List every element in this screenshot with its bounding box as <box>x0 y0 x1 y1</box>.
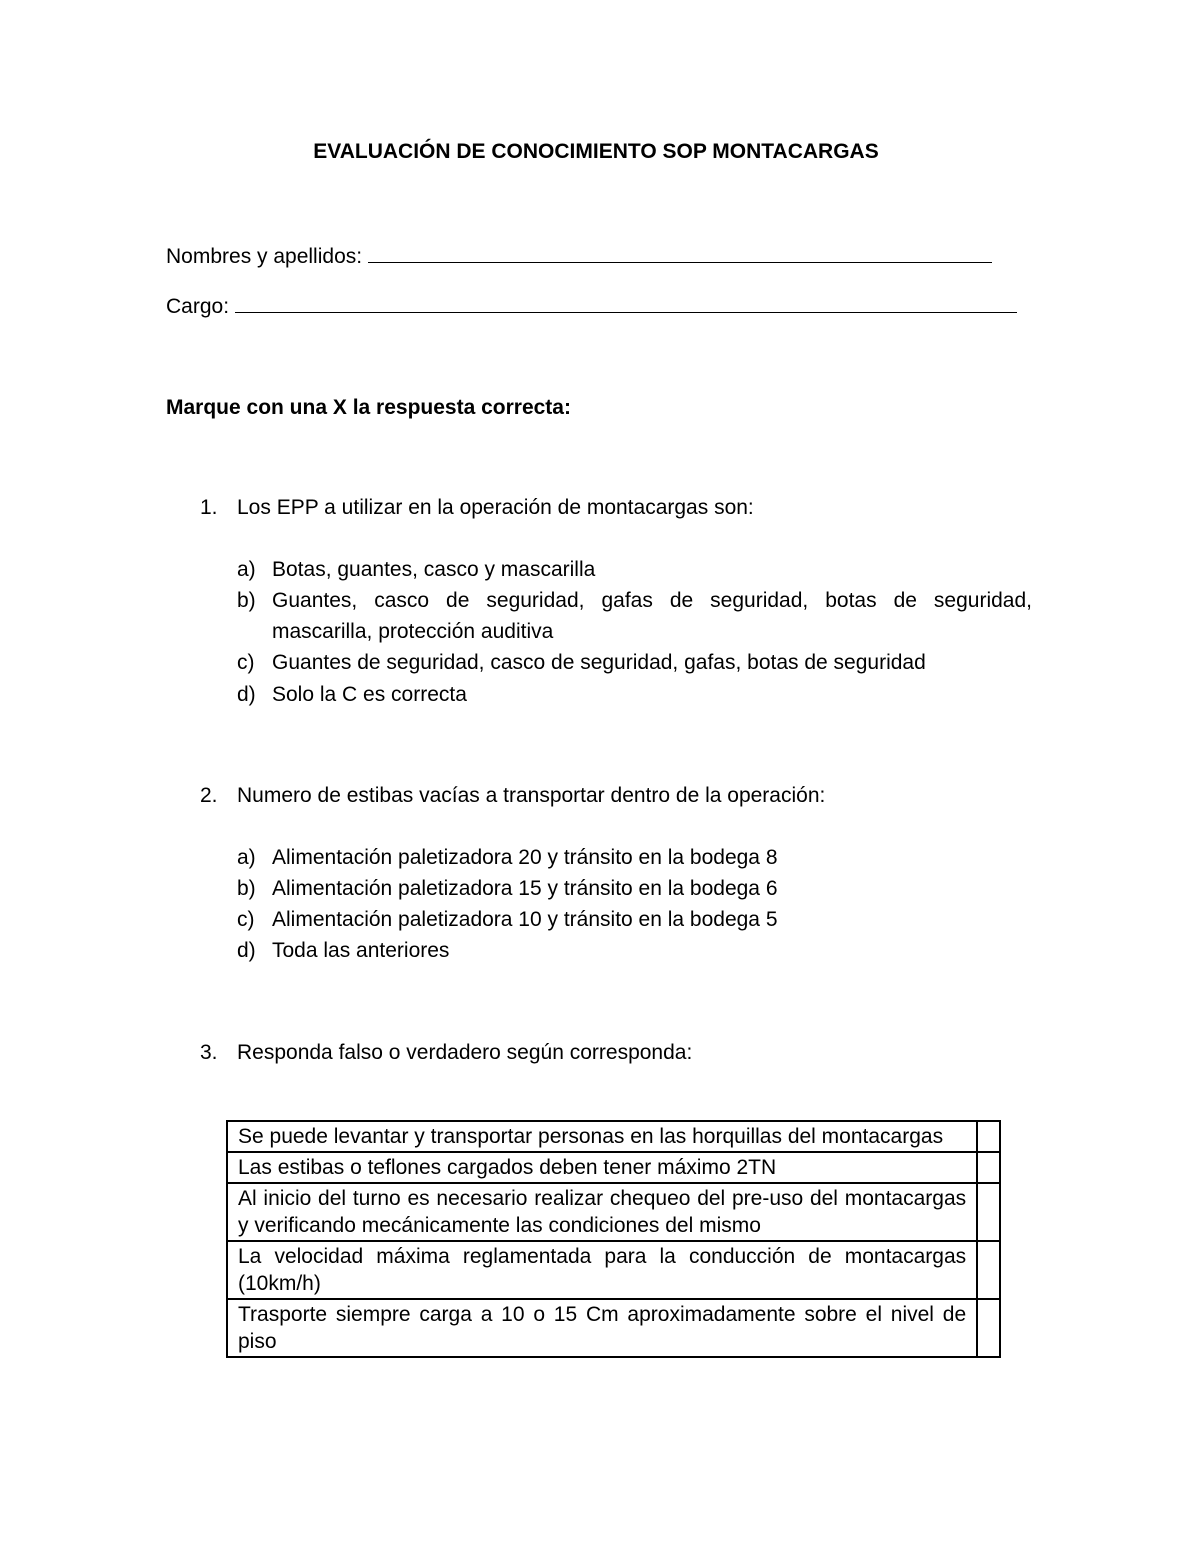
answer-cell[interactable] <box>977 1152 1000 1183</box>
question-1 <box>200 496 754 520</box>
table-row <box>227 1121 1000 1152</box>
table-row <box>227 1183 1000 1241</box>
role-label: Cargo: <box>166 295 230 318</box>
option-letter: a) <box>237 558 256 581</box>
role-field <box>166 293 1017 319</box>
answer-cell[interactable] <box>977 1121 1000 1152</box>
option-text: Toda las anteriores <box>272 939 450 962</box>
question-text: Los EPP a utilizar en la operación de montacargas son: <box>237 496 754 519</box>
answer-cell[interactable] <box>977 1241 1000 1299</box>
question-3 <box>200 1041 692 1065</box>
option-text: Botas, guantes, casco y mascarilla <box>272 558 596 581</box>
question-number: 2. <box>200 784 218 807</box>
question-2 <box>200 784 825 808</box>
statement-cell: Las estibas o teflones cargados deben tener máximo 2TN <box>227 1152 977 1183</box>
option-letter: b) <box>237 589 256 612</box>
option-letter: c) <box>237 908 255 931</box>
instruction: Marque con una X la respuesta correcta: <box>166 396 571 419</box>
table-row <box>227 1241 1000 1299</box>
option-letter: c) <box>237 651 255 674</box>
name-field <box>166 243 992 269</box>
option-2b[interactable] <box>237 873 1037 904</box>
option-text: Alimentación paletizadora 10 y tránsito en la bodega 5 <box>272 908 778 931</box>
option-letter: d) <box>237 939 256 962</box>
question-number: 1. <box>200 496 218 519</box>
name-underline[interactable] <box>368 243 992 263</box>
question-text: Numero de estibas vacías a transportar dentro de la operación: <box>237 784 826 807</box>
role-underline[interactable] <box>235 293 1017 313</box>
statement-cell: Al inicio del turno es necesario realizar chequeo del pre-uso del montacargas y verificando mecánicamente las condiciones del mismo <box>227 1183 977 1241</box>
option-1d[interactable] <box>237 679 1037 710</box>
option-letter: d) <box>237 683 256 706</box>
option-1b[interactable] <box>237 585 1037 647</box>
page-title: EVALUACIÓN DE CONOCIMIENTO SOP MONTACARGAS <box>313 140 879 163</box>
option-2c[interactable] <box>237 904 1037 935</box>
table-row <box>227 1299 1000 1357</box>
statement-cell: Trasporte siempre carga a 10 o 15 Cm aproximadamente sobre el nivel de piso <box>227 1299 977 1357</box>
option-letter: a) <box>237 846 256 869</box>
statement-cell: La velocidad máxima reglamentada para la conducción de montacargas (10km/h) <box>227 1241 977 1299</box>
true-false-table <box>226 1120 1001 1358</box>
option-1a[interactable] <box>237 554 1037 585</box>
option-text: Guantes, casco de seguridad, gafas de seguridad, botas de seguridad, mascarilla, protección auditiva <box>272 589 1032 643</box>
question-text: Responda falso o verdadero según corresponda: <box>237 1041 693 1064</box>
option-letter: b) <box>237 877 256 900</box>
option-text: Solo la C es correcta <box>272 683 467 706</box>
table-row <box>227 1152 1000 1183</box>
question-number: 3. <box>200 1041 218 1064</box>
option-1c[interactable] <box>237 647 1037 678</box>
answer-cell[interactable] <box>977 1183 1000 1241</box>
name-label: Nombres y apellidos: <box>166 245 363 268</box>
option-text: Alimentación paletizadora 20 y tránsito en la bodega 8 <box>272 846 778 869</box>
option-text: Alimentación paletizadora 15 y tránsito en la bodega 6 <box>272 877 778 900</box>
option-text: Guantes de seguridad, casco de seguridad, gafas, botas de seguridad <box>272 651 926 674</box>
answer-cell[interactable] <box>977 1299 1000 1357</box>
statement-cell: Se puede levantar y transportar personas en las horquillas del montacargas <box>227 1121 977 1152</box>
option-2a[interactable] <box>237 842 1037 873</box>
option-2d[interactable] <box>237 935 1037 966</box>
